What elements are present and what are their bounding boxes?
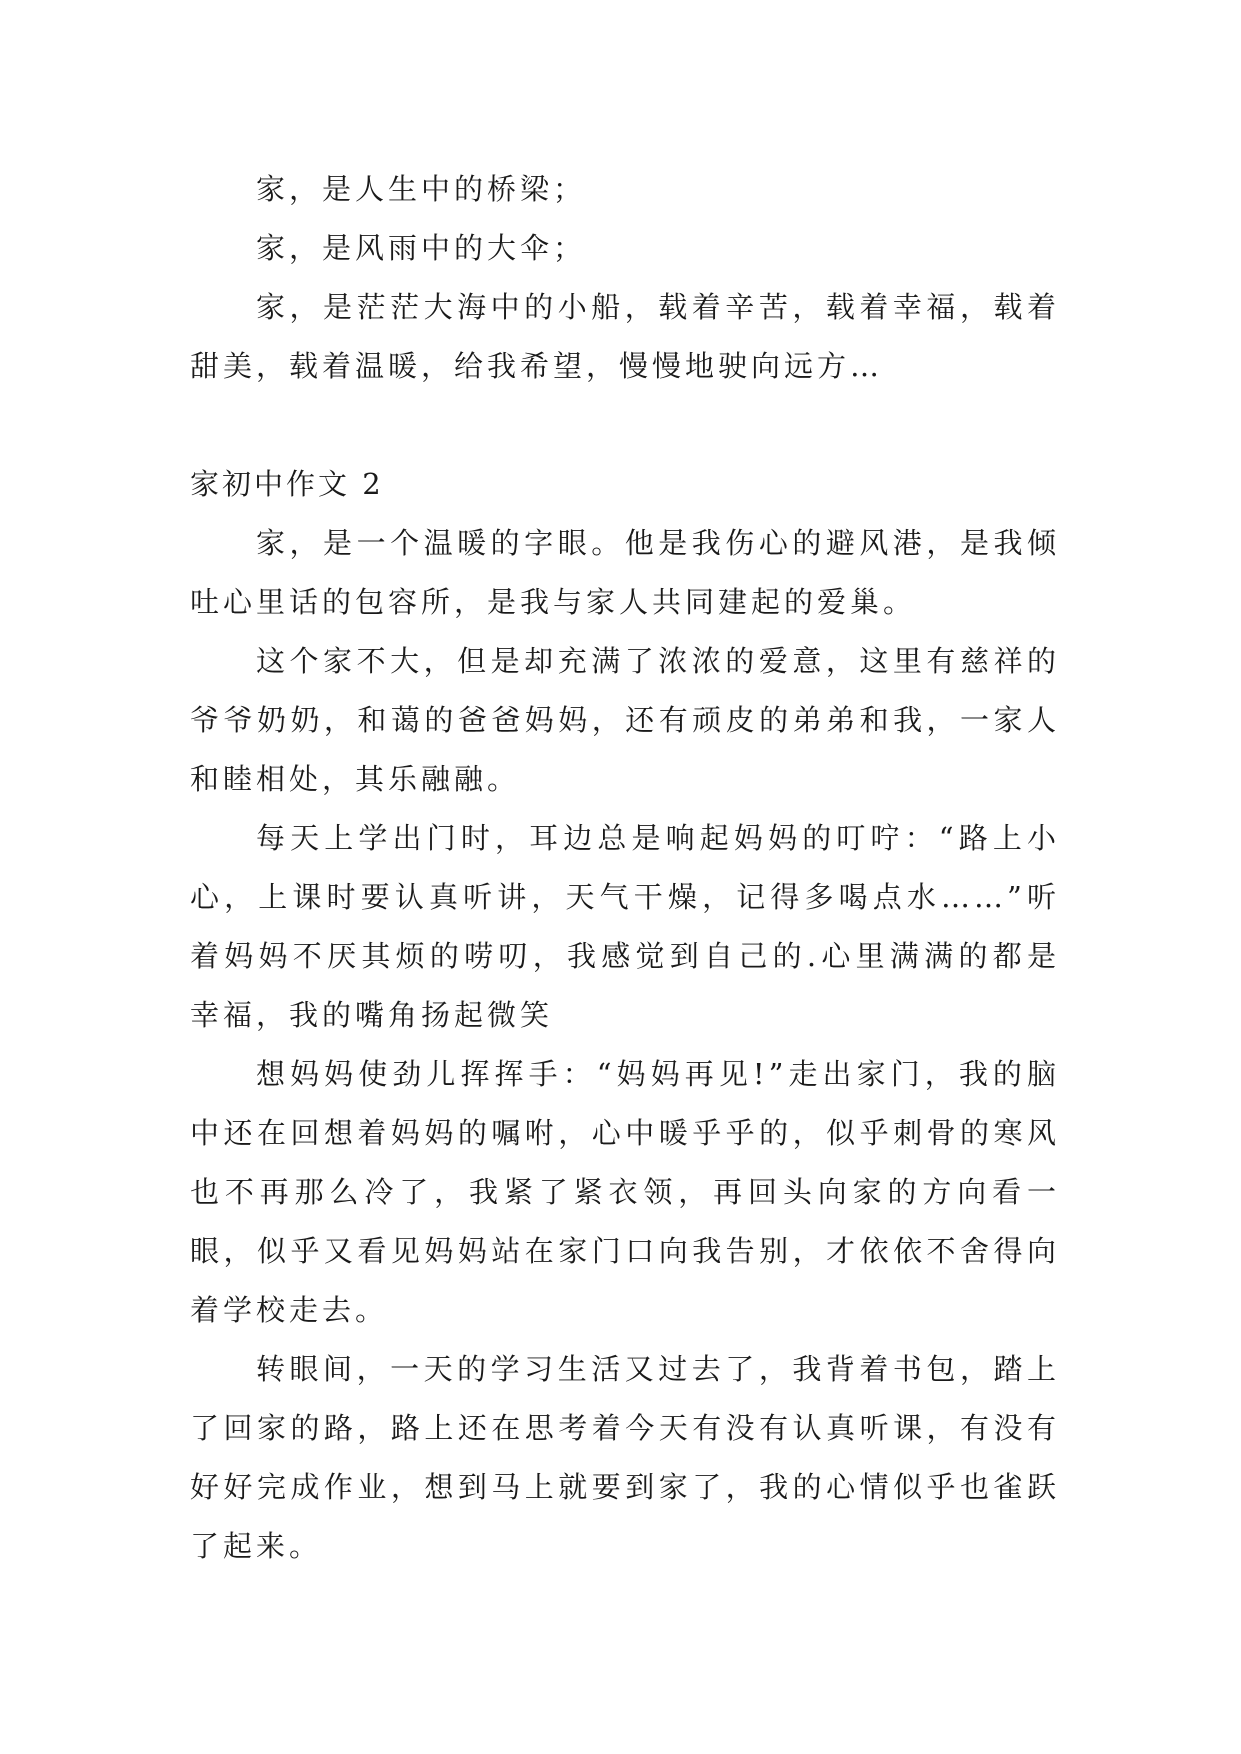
section-gap: [190, 396, 1060, 455]
essay-paragraph-1: 家，是一个温暖的字眼。他是我伤心的避风港，是我倾吐心里话的包容所，是我与家人共同建起的爱巢。: [190, 526, 1060, 619]
essay-paragraph-2: 这个家不大，但是却充满了浓浓的爱意，这里有慈祥的爷爷奶奶，和蔼的爸爸妈妈，还有顽皮的弟弟和我，一家人和睦相处，其乐融融。: [190, 644, 1060, 796]
intro-line-3: 家，是茫茫大海中的小船，载着辛苦，载着幸福，载着甜美，载着温暖，给我希望，慢慢地驶向远方…: [190, 290, 1060, 383]
intro-line-1: 家，是人生中的桥梁；: [256, 172, 587, 206]
essay-paragraph-5: 转眼间，一天的学习生活又过去了，我背着书包，踏上了回家的路，路上还在思考着今天有没有认真听课，有没有好好完成作业，想到马上就要到家了，我的心情似乎也雀跃了起来。: [190, 1352, 1060, 1563]
intro-line-2: 家，是风雨中的大伞；: [256, 231, 587, 265]
essay-paragraph-4: 想妈妈使劲儿挥挥手：“妈妈再见!”走出家门，我的脑中还在回想着妈妈的嘱咐，心中暖乎乎的，似乎刺骨的寒风也不再那么冷了，我紧了紧衣领，再回头向家的方向看一眼，似乎又看见妈妈站在家门口向我告别，才依依不舍得向着学校走去。: [190, 1057, 1060, 1327]
essay-title: 家初中作文 2: [190, 467, 384, 501]
essay-paragraph-3: 每天上学出门时，耳边总是响起妈妈的叮咛：“路上小心，上课时要认真听讲，天气干燥，记得多喝点水……”听着妈妈不厌其烦的唠叨，我感觉到自己的.心里满满的都是幸福，我的嘴角扬起微笑: [190, 821, 1060, 1032]
document-body: [190, 160, 1060, 1576]
